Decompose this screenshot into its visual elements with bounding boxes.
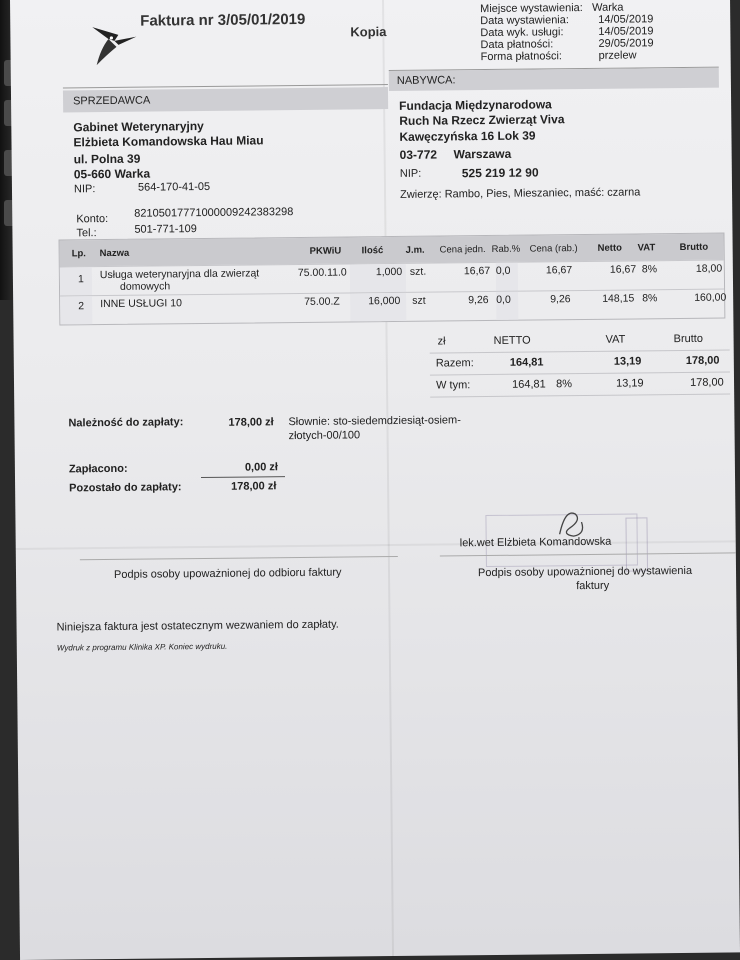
receiver-signature-line — [80, 556, 398, 560]
printout-note: Wydruk z programu Klinika XP. Koniec wydruku. — [56, 641, 228, 653]
final-notice: Niniejsza faktura jest ostatecznym wezwaniem do zapłaty. — [56, 618, 339, 634]
col-vat: VAT — [637, 242, 656, 254]
paid-divider — [201, 476, 285, 478]
buyer-animal: Zwierzę: Rambo, Pies, Mieszaniec, maść: czarna — [399, 186, 641, 201]
buyer-city: Warszawa — [453, 146, 512, 162]
seller-name2: Elżbieta Komandowska Hau Miau — [73, 133, 264, 150]
seller-box — [63, 84, 390, 238]
totals-sum-row: Razem: 164,81 13,19 178,00 — [430, 350, 730, 375]
buyer-box — [389, 67, 720, 211]
buyer-header: NABYWCA: — [389, 68, 719, 91]
col-pkwiu: PKWiU — [309, 245, 342, 257]
seller-account-label: Konto: — [76, 212, 109, 226]
buyer-name2: Ruch Na Rzecz Zwierząt Viva — [399, 112, 565, 128]
copy-label: Kopia — [350, 24, 387, 40]
col-qty: Ilość — [361, 245, 384, 257]
issuer-name: lek.wet Elżbieta Komandowska — [459, 535, 612, 550]
buyer-nip-label: NIP: — [399, 167, 422, 180]
due-label: Należność do zapłaty: — [68, 416, 184, 430]
totals-header-row: zł NETTO VAT Brutto — [429, 328, 729, 353]
seller-nip-label: NIP: — [73, 183, 96, 196]
bird-logo-icon — [78, 21, 141, 72]
meta-payment-method: Forma płatności: przelew — [480, 49, 637, 64]
receiver-signature-caption: Podpis osoby upoważnionej do odbioru faktury — [113, 566, 342, 581]
invoice-title: Faktura nr 3/05/01/2019 — [140, 10, 306, 30]
totals-summary — [429, 328, 730, 397]
issuer-signature-caption: Podpis osoby upoważnionej do wystawienia — [477, 564, 693, 580]
seller-name1: Gabinet Weterynaryjny — [73, 118, 204, 135]
col-price: Cena jedn. — [439, 244, 486, 256]
col-name: Nazwa — [99, 247, 130, 260]
paid-value: 0,00 zł — [244, 461, 279, 474]
seller-phone: 501-771-109 — [134, 223, 197, 236]
seller-city: 05-660 Warka — [73, 166, 151, 182]
meta-place: Miejsce wystawienia: Warka — [480, 1, 624, 16]
table-row: 1 Usługa weterynaryjna dla zwierząt domowych 75.00.11.0 1,000 szt. 16,67 0,0 16,67 16,67 8% 18,00 — [60, 260, 724, 296]
remaining-label: Pozostało do zapłaty: — [69, 481, 182, 495]
amount-in-words-2: złotych-00/100 — [288, 429, 361, 443]
buyer-street: Kawęczyńska 16 Lok 39 — [399, 128, 536, 144]
invoice-meta — [480, 1, 654, 63]
seller-account: 82105017771000009242383298 — [134, 206, 294, 220]
table-row: 2 INNE USŁUGI 10 75.00.Z 16,000 szt 9,26 0,0 9,26 148,15 8% 160,00 — [60, 289, 724, 325]
invoice-paper — [10, 0, 740, 960]
meta-issue-date: Data wystawienia: 14/05/2019 — [480, 13, 654, 28]
issuer-signature-caption-2: faktury — [576, 579, 610, 593]
seller-street: ul. Polna 39 — [73, 151, 141, 167]
col-price-disc: Cena (rab.) — [529, 243, 578, 255]
items-table — [59, 233, 726, 326]
col-unit: J.m. — [405, 244, 425, 256]
buyer-postal: 03-772 — [399, 147, 438, 162]
amount-in-words-1: Słownie: sto-siedemdziesiąt-osiem- — [288, 414, 461, 429]
col-net: Netto — [597, 242, 622, 254]
totals-of-which-row: W tym: 164,81 8% 13,19 178,00 — [430, 372, 730, 397]
meta-service-date: Data wyk. usługi: 14/05/2019 — [480, 25, 654, 40]
col-lp: Lp. — [71, 248, 86, 260]
due-value: 178,00 zł — [228, 416, 274, 429]
seller-phone-label: Tel.: — [76, 227, 97, 240]
seller-nip: 564-170-41-05 — [137, 180, 211, 194]
col-disc: Rab.% — [491, 243, 521, 255]
col-gross: Brutto — [679, 241, 709, 254]
buyer-nip: 525 219 12 90 — [461, 165, 539, 181]
meta-payment-date: Data płatności: 29/05/2019 — [480, 37, 654, 52]
seller-header: SPRZEDAWCA — [63, 87, 388, 112]
remaining-value: 178,00 zł — [231, 480, 277, 493]
buyer-name1: Fundacja Międzynarodowa — [399, 97, 552, 113]
paid-label: Zapłacono: — [68, 462, 128, 476]
